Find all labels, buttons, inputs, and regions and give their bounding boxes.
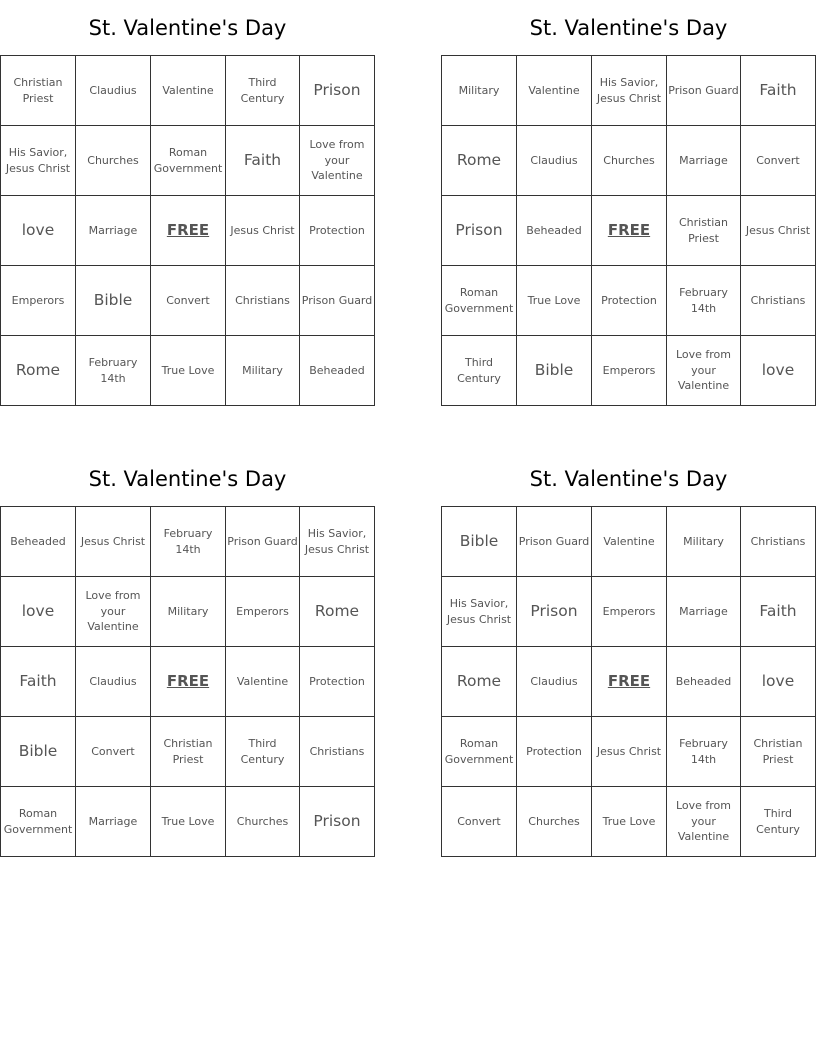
bingo-cell: Beheaded bbox=[667, 647, 741, 717]
bingo-cell: Beheaded bbox=[1, 507, 76, 577]
bingo-cell: True Love bbox=[517, 266, 592, 336]
card-title: St. Valentine's Day bbox=[88, 16, 287, 40]
bingo-cell: Churches bbox=[226, 787, 300, 857]
bingo-cell: Faith bbox=[1, 647, 76, 717]
bingo-cell: Emperors bbox=[226, 577, 300, 647]
bingo-cell: Prison Guard bbox=[517, 507, 592, 577]
bingo-cell: Faith bbox=[226, 126, 300, 196]
bingo-cell: Churches bbox=[76, 126, 151, 196]
bingo-cell: February 14th bbox=[667, 266, 741, 336]
bingo-cell: Third Century bbox=[226, 56, 300, 126]
bingo-cell: Military bbox=[442, 56, 517, 126]
bingo-cell: February 14th bbox=[151, 507, 226, 577]
bingo-cell: Churches bbox=[592, 126, 667, 196]
free-space-cell: FREE bbox=[151, 196, 226, 266]
bingo-cell: Military bbox=[226, 336, 300, 406]
bingo-cell: Claudius bbox=[517, 126, 592, 196]
card-title: St. Valentine's Day bbox=[529, 16, 728, 40]
bingo-cell: Christians bbox=[741, 266, 816, 336]
bingo-cell: His Savior, Jesus Christ bbox=[592, 56, 667, 126]
free-space-cell: FREE bbox=[151, 647, 226, 717]
bingo-grid bbox=[441, 55, 816, 406]
bingo-cell: Convert bbox=[741, 126, 816, 196]
bingo-cell: Bible bbox=[517, 336, 592, 406]
bingo-grid bbox=[441, 506, 816, 857]
bingo-cell: Roman Government bbox=[151, 126, 226, 196]
bingo-cell: Claudius bbox=[76, 647, 151, 717]
bingo-cell: Jesus Christ bbox=[592, 717, 667, 787]
bingo-cell: His Savior, Jesus Christ bbox=[1, 126, 76, 196]
bingo-cell: Christian Priest bbox=[1, 56, 76, 126]
bingo-cell: love bbox=[741, 647, 816, 717]
bingo-cell: Bible bbox=[442, 507, 517, 577]
bingo-cell: His Savior, Jesus Christ bbox=[442, 577, 517, 647]
bingo-cell: Emperors bbox=[592, 577, 667, 647]
bingo-cell: Marriage bbox=[76, 787, 151, 857]
bingo-cell: Protection bbox=[517, 717, 592, 787]
bingo-cell: Christian Priest bbox=[741, 717, 816, 787]
bingo-cell: Marriage bbox=[667, 577, 741, 647]
bingo-cell: Beheaded bbox=[300, 336, 375, 406]
bingo-cell: Faith bbox=[741, 577, 816, 647]
bingo-cell: Jesus Christ bbox=[76, 507, 151, 577]
free-space-cell: FREE bbox=[592, 196, 667, 266]
bingo-cell: Beheaded bbox=[517, 196, 592, 266]
bingo-card-2 bbox=[441, 0, 816, 406]
bingo-cell: Love from your Valentine bbox=[300, 126, 375, 196]
bingo-cell: Prison bbox=[300, 56, 375, 126]
bingo-cell: Marriage bbox=[667, 126, 741, 196]
bingo-cell: Bible bbox=[76, 266, 151, 336]
bingo-cell: Convert bbox=[76, 717, 151, 787]
free-space-cell: FREE bbox=[592, 647, 667, 717]
bingo-grid bbox=[0, 506, 375, 857]
bingo-cell: Prison bbox=[517, 577, 592, 647]
bingo-cell: Bible bbox=[1, 717, 76, 787]
bingo-cell: Third Century bbox=[741, 787, 816, 857]
bingo-cell: Jesus Christ bbox=[226, 196, 300, 266]
bingo-cell: Valentine bbox=[226, 647, 300, 717]
bingo-cell: Rome bbox=[442, 647, 517, 717]
bingo-cell: February 14th bbox=[667, 717, 741, 787]
bingo-cell: Christians bbox=[226, 266, 300, 336]
bingo-cell: True Love bbox=[592, 787, 667, 857]
bingo-cell: Prison bbox=[442, 196, 517, 266]
bingo-cell: Military bbox=[667, 507, 741, 577]
bingo-cell: Jesus Christ bbox=[741, 196, 816, 266]
bingo-cell: Faith bbox=[741, 56, 816, 126]
bingo-cell: Valentine bbox=[151, 56, 226, 126]
bingo-cell: Roman Government bbox=[442, 266, 517, 336]
bingo-cell: Rome bbox=[442, 126, 517, 196]
bingo-cell: Love from your Valentine bbox=[667, 787, 741, 857]
bingo-cell: Protection bbox=[592, 266, 667, 336]
card-title: St. Valentine's Day bbox=[529, 467, 728, 491]
bingo-cell: Claudius bbox=[76, 56, 151, 126]
bingo-cell: Valentine bbox=[517, 56, 592, 126]
bingo-grid bbox=[0, 55, 375, 406]
bingo-cell: Emperors bbox=[592, 336, 667, 406]
bingo-cell: Protection bbox=[300, 196, 375, 266]
bingo-cell: Christians bbox=[300, 717, 375, 787]
bingo-cell: Rome bbox=[300, 577, 375, 647]
bingo-cell: love bbox=[1, 196, 76, 266]
bingo-cell: His Savior, Jesus Christ bbox=[300, 507, 375, 577]
bingo-cell: Convert bbox=[442, 787, 517, 857]
bingo-card-3 bbox=[0, 451, 375, 857]
bingo-cell: Love from your Valentine bbox=[667, 336, 741, 406]
bingo-cell: Claudius bbox=[517, 647, 592, 717]
bingo-cell: love bbox=[741, 336, 816, 406]
bingo-cell: Military bbox=[151, 577, 226, 647]
bingo-cell: Rome bbox=[1, 336, 76, 406]
bingo-cell: Christian Priest bbox=[151, 717, 226, 787]
bingo-cell: Convert bbox=[151, 266, 226, 336]
bingo-card-4 bbox=[441, 451, 816, 857]
bingo-cell: Roman Government bbox=[442, 717, 517, 787]
bingo-cell: Churches bbox=[517, 787, 592, 857]
bingo-cell: True Love bbox=[151, 787, 226, 857]
bingo-cell: February 14th bbox=[76, 336, 151, 406]
bingo-card-1 bbox=[0, 0, 375, 406]
bingo-cell: Roman Government bbox=[1, 787, 76, 857]
bingo-cell: Prison Guard bbox=[667, 56, 741, 126]
bingo-cell: True Love bbox=[151, 336, 226, 406]
bingo-cell: Marriage bbox=[76, 196, 151, 266]
bingo-cell: Protection bbox=[300, 647, 375, 717]
bingo-cell: Emperors bbox=[1, 266, 76, 336]
bingo-cell: Valentine bbox=[592, 507, 667, 577]
bingo-cell: Third Century bbox=[226, 717, 300, 787]
card-title: St. Valentine's Day bbox=[88, 467, 287, 491]
bingo-cell: Third Century bbox=[442, 336, 517, 406]
bingo-cell: Prison Guard bbox=[300, 266, 375, 336]
bingo-cell: Christian Priest bbox=[667, 196, 741, 266]
bingo-cell: Prison Guard bbox=[226, 507, 300, 577]
bingo-cell: love bbox=[1, 577, 76, 647]
bingo-cell: Love from your Valentine bbox=[76, 577, 151, 647]
bingo-cell: Prison bbox=[300, 787, 375, 857]
bingo-cell: Christians bbox=[741, 507, 816, 577]
